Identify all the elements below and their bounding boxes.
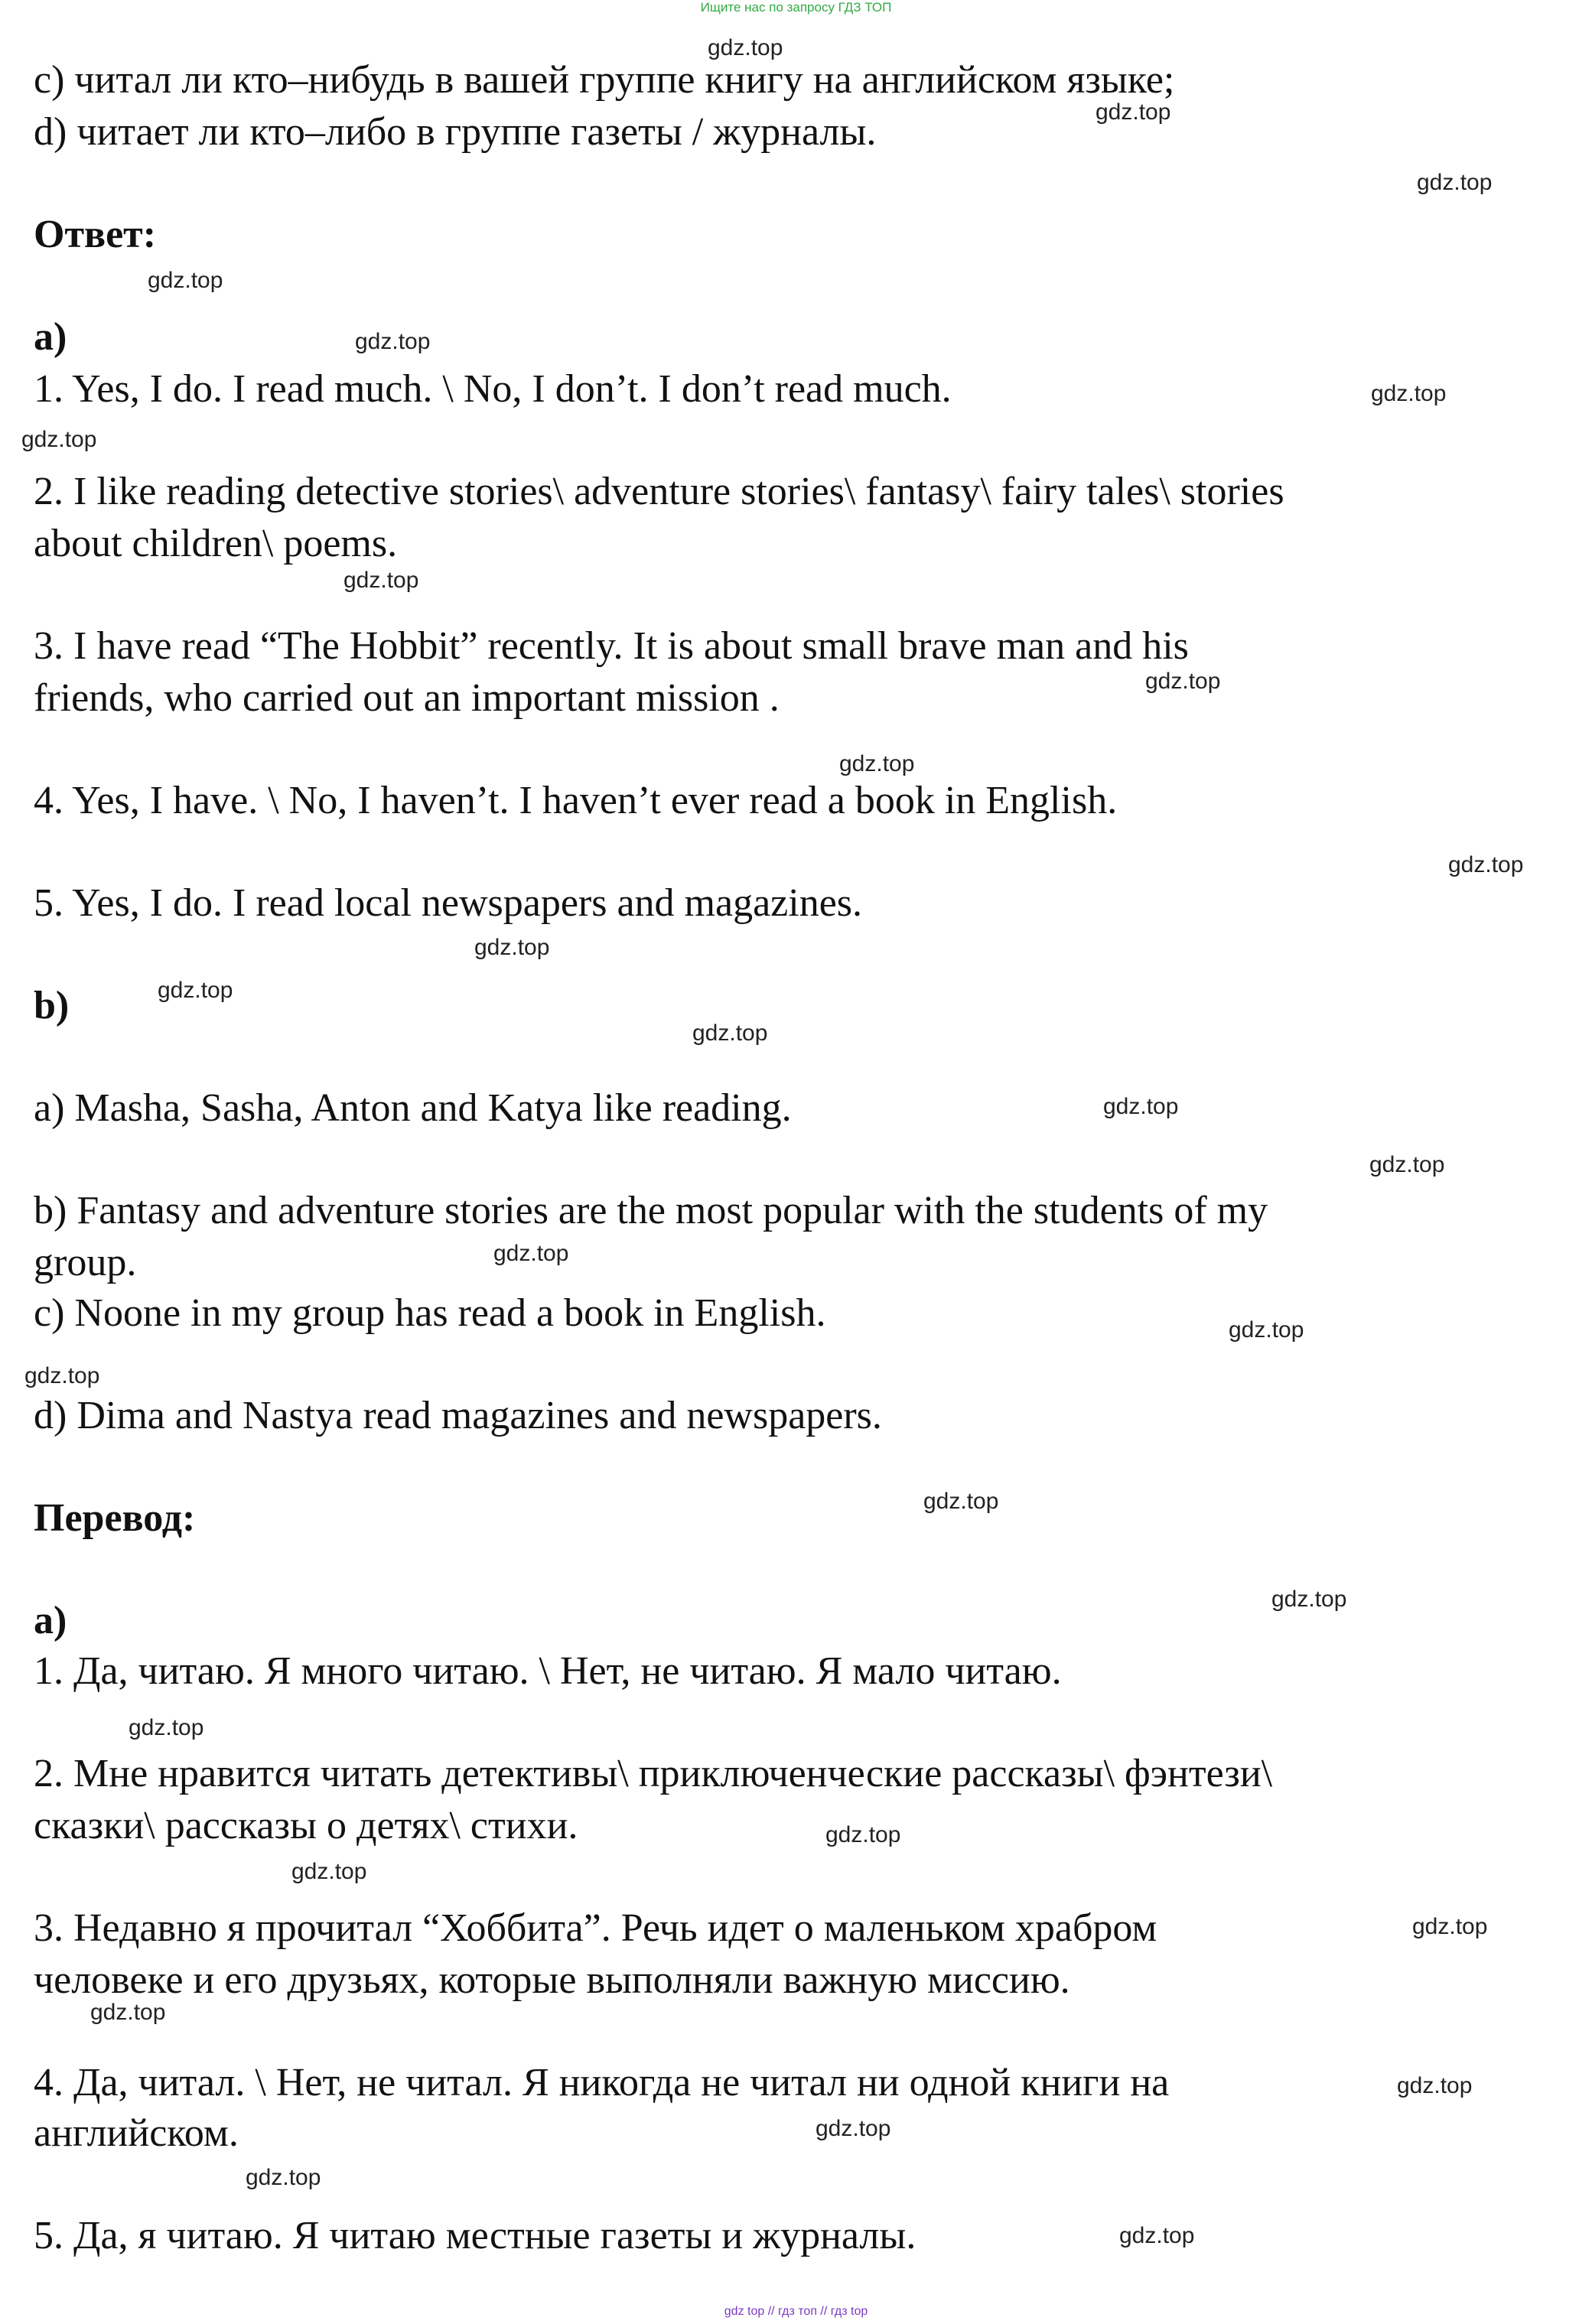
translation-heading: Перевод: [34,1496,196,1540]
question-line-c: c) читал ли кто–нибудь в вашей группе книгу на английском языке; [34,58,1175,102]
answer-b-line-c: c) Noone in my group has read a book in English. [34,1291,826,1335]
answer-a-line-1: 1. Yes, I do. I read much. \ No, I don’t. I don’t read much. [34,367,952,411]
watermark: gdz.top [148,268,223,293]
translation-a-line-4b: английском. [34,2111,239,2155]
watermark: gdz.top [708,35,783,60]
watermark: gdz.top [1145,669,1221,694]
answer-a-label: a) [34,315,67,359]
answer-b-line-d: d) Dima and Nastya read magazines and newspapers. [34,1394,882,1437]
translation-a-label: a) [34,1599,67,1642]
watermark: gdz.top [24,1363,100,1388]
watermark: gdz.top [129,1715,204,1740]
translation-a-line-1: 1. Да, читаю. Я много читаю. \ Нет, не читаю. Я мало читаю. [34,1649,1062,1693]
watermark: gdz.top [1119,2223,1195,2248]
answer-heading: Ответ: [34,213,157,256]
answer-b-line-a: a) Masha, Sasha, Anton and Katya like reading. [34,1086,792,1130]
answer-a-line-2: 2. I like reading detective stories\ adventure stories\ fantasy\ fairy tales\ stories [34,470,1284,513]
watermark: gdz.top [825,1822,901,1847]
watermark: gdz.top [343,568,419,593]
translation-a-line-5: 5. Да, я читаю. Я читаю местные газеты и журналы. [34,2214,916,2257]
watermark: gdz.top [1397,2073,1473,2098]
translation-a-line-2b: сказки\ рассказы о детях\ стихи. [34,1804,578,1847]
answer-b-line-b: b) Fantasy and adventure stories are the most popular with the students of my [34,1189,1268,1232]
answer-b-line-b2: group. [34,1241,137,1284]
watermark: gdz.top [1103,1094,1179,1119]
bottom-banner: gdz top // гдз топ // гдз top [724,2305,868,2318]
top-banner: Ищите нас по запросу ГДЗ ТОП [700,0,892,15]
watermark: gdz.top [355,329,431,354]
answer-b-label: b) [34,984,70,1027]
watermark: gdz.top [291,1859,367,1884]
watermark: gdz.top [839,751,915,776]
watermark: gdz.top [1448,852,1524,877]
answer-a-line-3: 3. I have read “The Hobbit” recently. It is about small brave man and his [34,624,1189,668]
watermark: gdz.top [1417,170,1493,195]
watermark: gdz.top [158,978,233,1003]
watermark: gdz.top [246,2165,321,2190]
answer-a-line-5: 5. Yes, I do. I read local newspapers and magazines. [34,881,863,925]
watermark: gdz.top [1096,99,1171,125]
translation-a-line-3b: человеке и его друзьях, которые выполняли важную миссию. [34,1958,1070,2002]
translation-a-line-3: 3. Недавно я прочитал “Хоббита”. Речь идет о маленьком храбром [34,1906,1157,1950]
watermark: gdz.top [1271,1587,1347,1612]
watermark: gdz.top [1229,1317,1304,1343]
watermark: gdz.top [816,2116,891,2141]
watermark: gdz.top [21,427,97,452]
watermark: gdz.top [474,935,550,960]
watermark: gdz.top [1412,1914,1488,1939]
answer-a-line-3b: friends, who carried out an important mission . [34,676,780,720]
watermark: gdz.top [90,2000,166,2025]
watermark: gdz.top [1369,1152,1445,1177]
watermark: gdz.top [692,1020,768,1046]
watermark: gdz.top [1371,381,1447,406]
answer-a-line-4: 4. Yes, I have. \ No, I haven’t. I haven’t ever read a book in English. [34,779,1118,822]
translation-a-line-4: 4. Да, читал. \ Нет, не читал. Я никогда не читал ни одной книги на [34,2061,1170,2104]
answer-a-line-2b: about children\ poems. [34,522,398,565]
question-line-d: d) читает ли кто–либо в группе газеты / журналы. [34,110,877,154]
watermark: gdz.top [923,1489,999,1514]
translation-a-line-2: 2. Мне нравится читать детективы\ приключенческие рассказы\ фэнтези\ [34,1752,1273,1795]
watermark: gdz.top [493,1241,569,1266]
